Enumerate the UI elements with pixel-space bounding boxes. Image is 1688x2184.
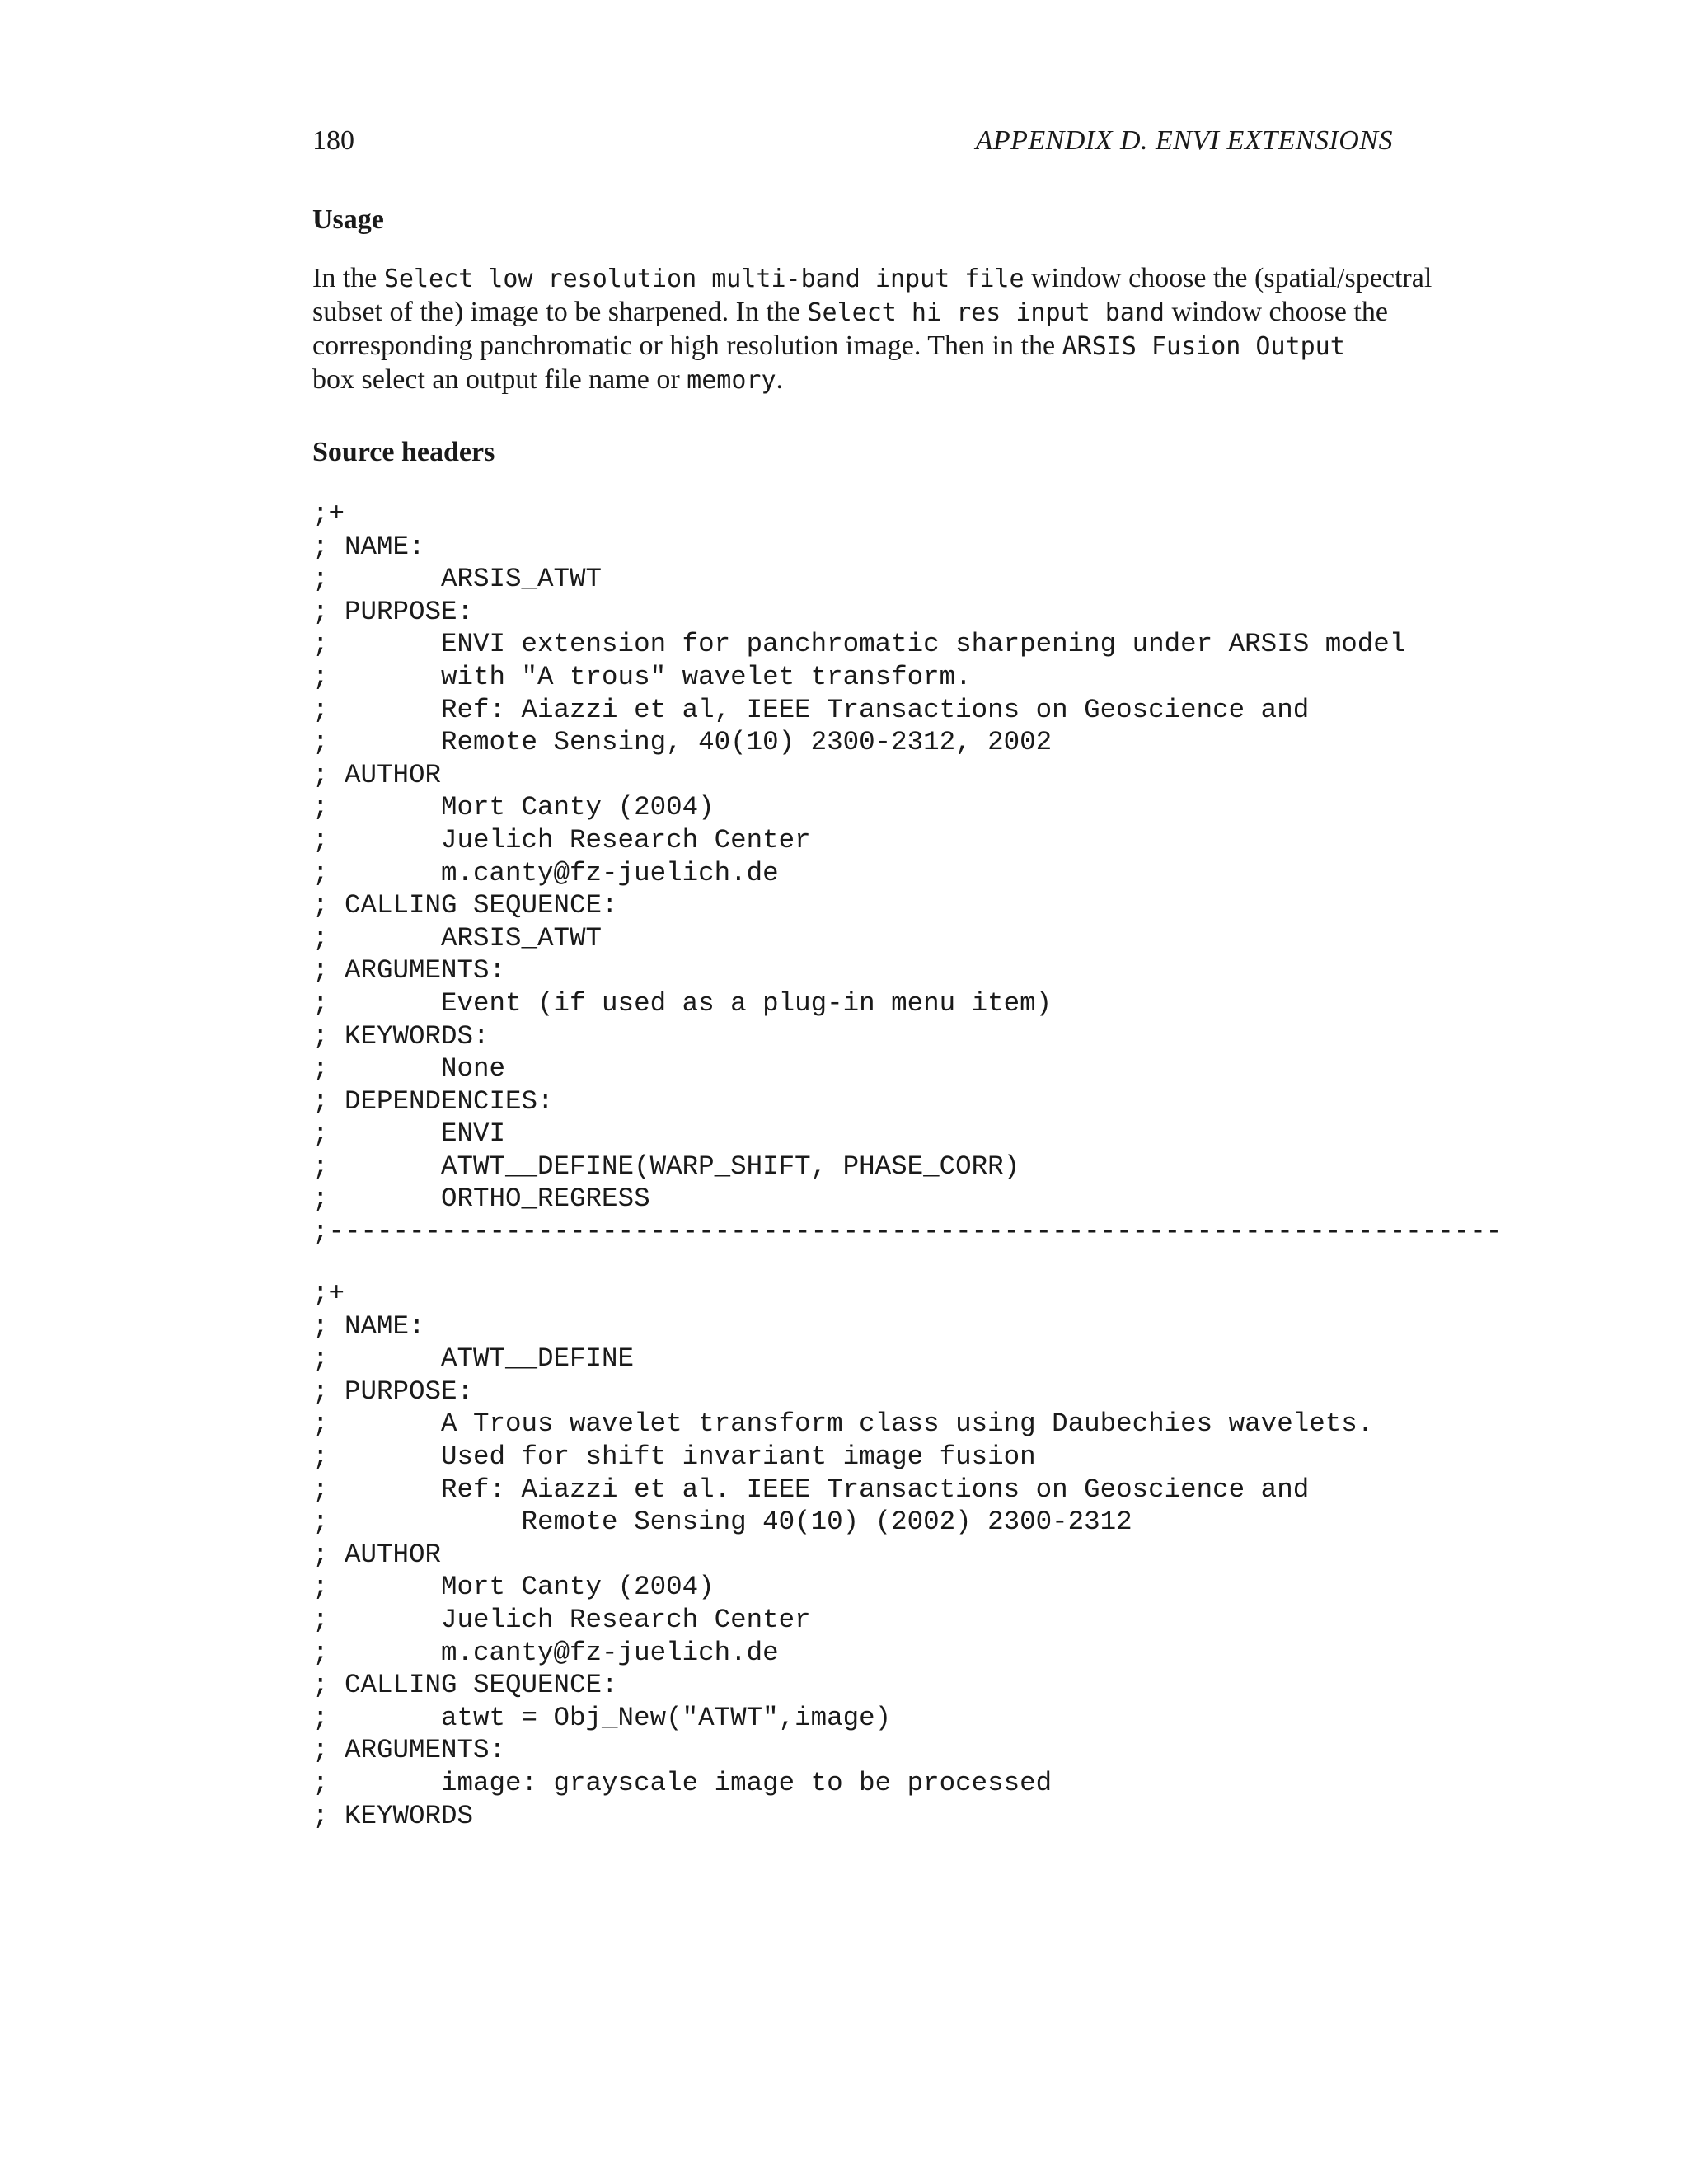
- code-line: ; ATWT__DEFINE: [312, 1343, 635, 1375]
- code-line: ; ARSIS_ATWT: [312, 564, 603, 595]
- usage-paragraph-line: [312, 330, 1425, 363]
- paragraph-text: .: [776, 364, 784, 395]
- paragraph-text: In the: [312, 263, 384, 293]
- code-line: ; Ref: Aiazzi et al. IEEE Transactions on Geoscience and: [312, 1474, 1310, 1505]
- code-line: ; ENVI: [312, 1118, 506, 1150]
- running-header: [312, 125, 1393, 166]
- code-line: ; NAME:: [312, 1310, 425, 1342]
- ui-term: Select hi res input band: [807, 298, 1165, 327]
- paragraph-text: subset of the) image to be sharpened. In the: [312, 297, 808, 327]
- code-line: ; with "A trous" wavelet transform.: [312, 661, 972, 692]
- code-line: ; Mort Canty (2004): [312, 1572, 715, 1603]
- code-line: ;+: [312, 499, 345, 529]
- code-line: ; PURPOSE:: [312, 1376, 474, 1407]
- code-line: ; atwt = Obj_New("ATWT",image): [312, 1702, 892, 1733]
- code-line: ; ARGUMENTS:: [312, 955, 506, 987]
- paragraph-text: window choose the: [1164, 297, 1388, 327]
- code-line: ; None: [312, 1053, 506, 1085]
- code-line: ; Ref: Aiazzi et al, IEEE Transactions on Geoscience and: [312, 694, 1310, 725]
- code-line: ; m.canty@fz-juelich.de: [312, 857, 779, 888]
- ui-term: Select low resolution multi-band input file: [383, 265, 1025, 293]
- code-line: ; image: grayscale image to be processed: [312, 1767, 1053, 1798]
- usage-paragraph-line: [312, 296, 1425, 330]
- usage-paragraph: [312, 262, 1432, 397]
- ui-term: ARSIS Fusion Output: [1062, 332, 1345, 361]
- code-line: ; Event (if used as a plug-in menu item): [312, 987, 1053, 1019]
- page-number: 180: [312, 125, 354, 156]
- code-line: ; AUTHOR: [312, 759, 442, 790]
- source-header-block-atwt-define: [312, 1277, 1373, 1832]
- code-line: ;+: [312, 1278, 345, 1309]
- code-line: ; NAME:: [312, 531, 425, 562]
- code-line: ; CALLING SEQUENCE:: [312, 1670, 618, 1701]
- code-line: ; PURPOSE:: [312, 596, 474, 627]
- code-line: ; KEYWORDS: [312, 1800, 474, 1831]
- usage-heading: Usage: [312, 204, 384, 235]
- source-headers-heading: Source headers: [312, 437, 495, 467]
- ui-term: memory: [687, 366, 776, 395]
- code-line: ; Remote Sensing, 40(10) 2300-2312, 2002: [312, 727, 1053, 758]
- code-line: ; CALLING SEQUENCE:: [312, 890, 618, 921]
- code-line: ; ENVI extension for panchromatic sharpening under ARSIS model: [312, 629, 1406, 660]
- code-line: ; m.canty@fz-juelich.de: [312, 1637, 779, 1668]
- code-line: ; Mort Canty (2004): [312, 792, 715, 823]
- code-line: ;-------------------------------------------------------------------------: [312, 1216, 1503, 1248]
- usage-paragraph-line: [312, 363, 1425, 397]
- source-header-block-arsis-atwt: [312, 498, 1502, 1249]
- code-line: ; KEYWORDS:: [312, 1020, 490, 1052]
- usage-paragraph-line: [312, 262, 1432, 296]
- code-line: ; Juelich Research Center: [312, 824, 811, 855]
- code-line: ; DEPENDENCIES:: [312, 1085, 554, 1117]
- code-line: ; Remote Sensing 40(10) (2002) 2300-2312: [312, 1507, 1132, 1538]
- code-line: ; ARGUMENTS:: [312, 1735, 506, 1766]
- paragraph-text: box select an output file name or: [312, 364, 687, 395]
- code-line: ; AUTHOR: [312, 1539, 442, 1570]
- code-line: ; A Trous wavelet transform class using Daubechies wavelets.: [312, 1408, 1374, 1440]
- code-line: ; ATWT__DEFINE(WARP_SHIFT, PHASE_CORR): [312, 1151, 1020, 1182]
- code-line: ; Used for shift invariant image fusion: [312, 1441, 1036, 1472]
- code-line: ; Juelich Research Center: [312, 1604, 811, 1635]
- paragraph-text: corresponding panchromatic or high resolution image. Then in the: [312, 330, 1062, 361]
- code-line: ; ARSIS_ATWT: [312, 922, 603, 954]
- paragraph-text: window choose the (spatial/spectral: [1024, 263, 1432, 293]
- chapter-title: APPENDIX D. ENVI EXTENSIONS: [975, 125, 1393, 156]
- code-line: ; ORTHO_REGRESS: [312, 1183, 650, 1215]
